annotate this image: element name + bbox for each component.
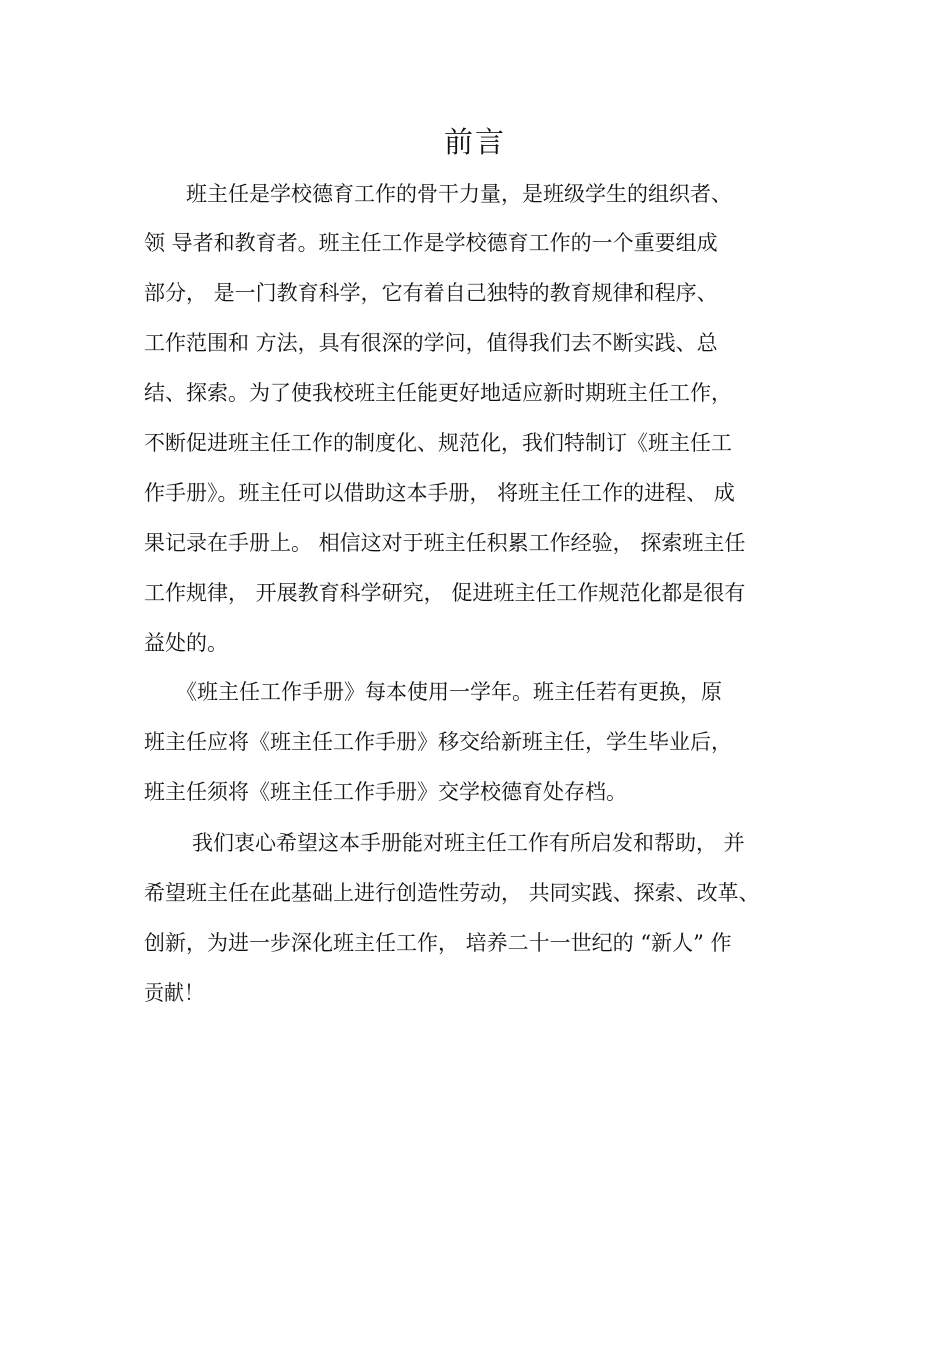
- text-line: 结、探索。为了使我校班主任能更好地适应新时期班主任工作，: [144, 381, 732, 405]
- text-line: 工作范围和 方法，具有很深的学问，值得我们去不断实践、总: [144, 331, 718, 355]
- text-line: 不断促进班主任工作的制度化、规范化，我们特制订《班主任工: [144, 431, 732, 455]
- page-title: 前言: [443, 125, 506, 159]
- text-line: 益处的。: [144, 631, 228, 655]
- text-line: 班主任是学校德育工作的骨干力量，是班级学生的组织者、: [186, 182, 732, 206]
- text-line: 果记录在手册上。 相信这对于班主任积累工作经验， 探索班主任: [144, 531, 746, 555]
- text-line: 《班主任工作手册》每本使用一学年。班主任若有更换，原: [176, 680, 722, 704]
- text-line: 作手册》。班主任可以借助这本手册， 将班主任工作的进程、 成: [144, 481, 735, 505]
- text-line: 工作规律， 开展教育科学研究， 促进班主任工作规范化都是很有: [144, 581, 746, 605]
- text-line: 希望班主任在此基础上进行创造性劳动， 共同实践、探索、改革、: [144, 881, 760, 905]
- text-line: 我们衷心希望这本手册能对班主任工作有所启发和帮助， 并: [192, 831, 745, 855]
- text-line: 贡献！: [144, 981, 205, 1005]
- text-line: 班主任须将《班主任工作手册》交学校德育处存档。: [144, 780, 627, 804]
- text-line: 创新，为进一步深化班主任工作， 培养二十一世纪的 “新人” 作: [144, 931, 732, 955]
- text-line: 班主任应将《班主任工作手册》移交给新班主任，学生毕业后，: [144, 730, 732, 754]
- text-line: 领 导者和教育者。班主任工作是学校德育工作的一个重要组成: [144, 231, 718, 255]
- text-line: 部分， 是一门教育科学，它有着自己独特的教育规律和程序、: [144, 281, 718, 305]
